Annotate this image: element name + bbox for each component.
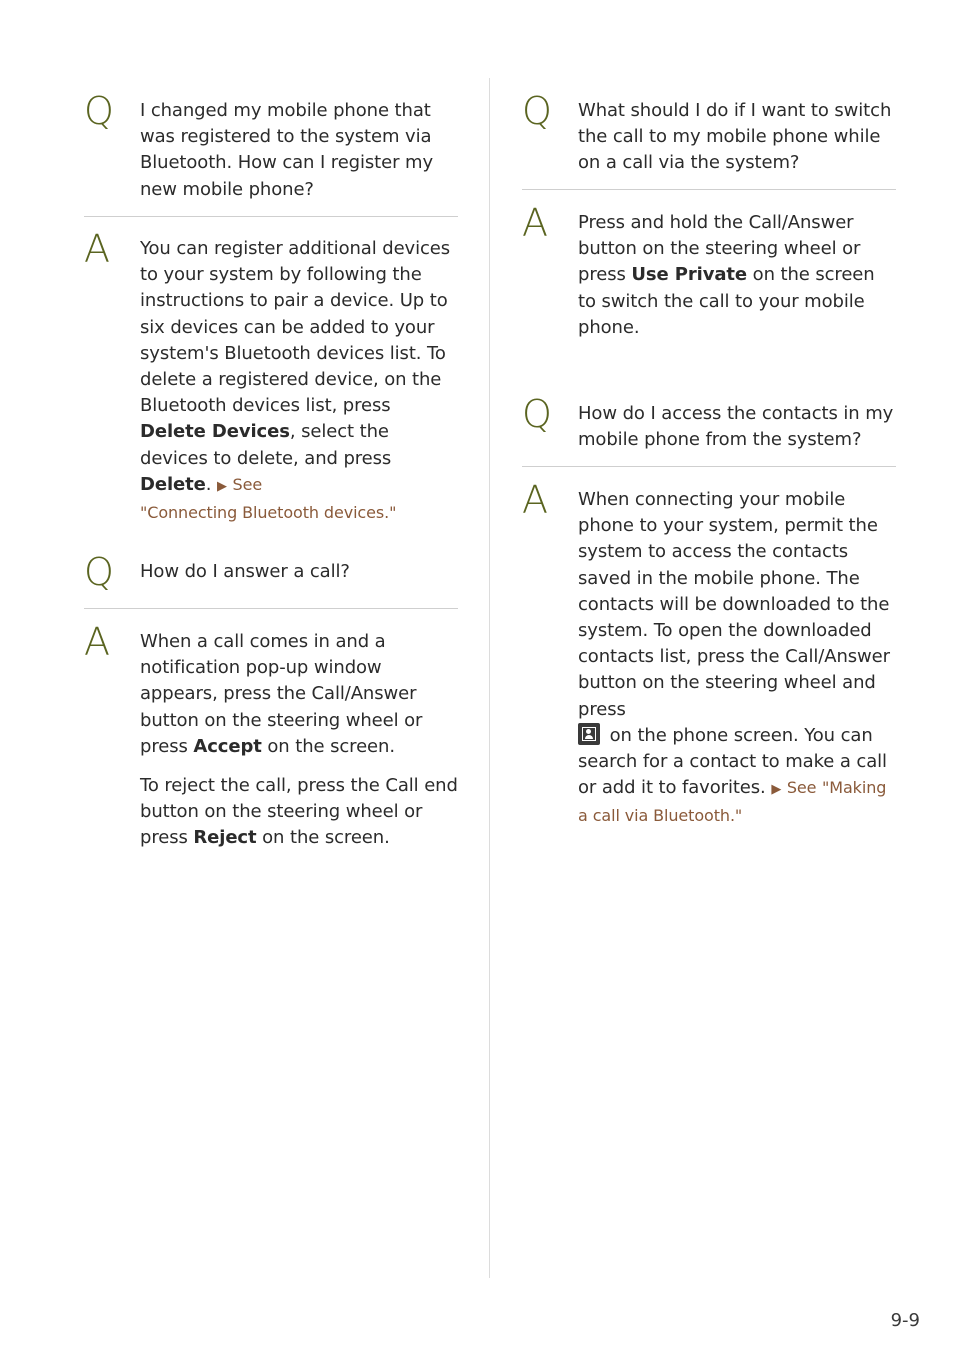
see-label: See — [786, 778, 817, 798]
answer-text-part: on the phone screen. You can search for a contact to make a call or add it to favorites. — [578, 724, 887, 799]
question-text: I changed my mobile phone that was registered to the system via Bluetooth. How can I register my new mobile phone? — [140, 100, 434, 200]
page-number: 9-9 — [890, 1310, 920, 1331]
answer-text-part: Press and hold the Call/Answer button on the steering wheel or press — [578, 212, 861, 286]
delete-label: Delete — [140, 473, 206, 495]
answer-access-contacts — [522, 478, 896, 830]
answer-text — [578, 210, 896, 341]
answer-text-part: , select the devices to delete, and press — [140, 421, 392, 469]
answer-answer-call — [84, 620, 458, 852]
cross-reference-link[interactable]: "Connecting Bluetooth devices." — [140, 503, 397, 523]
column-divider — [489, 78, 490, 1278]
qa-rule — [522, 466, 896, 467]
answer-text-part: To reject the call, press the Call end button on the steering wheel or press — [140, 775, 458, 849]
answer-text-part: You can register additional devices to your system by following the instructions to pair a device. Up to six devices can be added to your system's Bluetooth devices list. To delete a registered device, on the Bluetooth devices list, press — [140, 238, 451, 417]
answer-register-new-phone — [84, 227, 458, 526]
arrow-icon: ▶ — [771, 782, 782, 798]
answer-text-part: on the screen. — [256, 827, 390, 849]
accept-label: Accept — [193, 735, 262, 757]
reject-label: Reject — [193, 827, 257, 849]
qa-rule — [84, 216, 458, 217]
use-private-label: Use Private — [631, 264, 748, 286]
question-access-contacts — [522, 392, 896, 453]
answer-switch-call — [522, 201, 896, 341]
question-text: How do I access the contacts in my mobile phone from the system? — [578, 403, 894, 451]
cross-reference-link[interactable]: "Making a call via Bluetooth." — [578, 778, 887, 826]
question-text: How do I answer a call? — [140, 561, 350, 582]
answer-text-part: . — [205, 473, 212, 495]
answer-text — [140, 236, 458, 526]
answer-text-part: on the screen to switch the call to your mobile phone. — [578, 264, 875, 338]
answer-text-reject — [140, 773, 458, 852]
question-register-new-phone — [84, 89, 458, 203]
answer-text — [578, 487, 896, 830]
question-switch-call — [522, 89, 896, 177]
qa-rule — [522, 189, 896, 190]
contacts-icon — [578, 723, 600, 745]
question-marker: Q — [522, 392, 552, 436]
qa-rule — [84, 608, 458, 609]
answer-marker: A — [84, 620, 110, 664]
answer-text-part: When connecting your mobile phone to your system, permit the system to access the contacts saved in the mobile phone. The contacts will be downloaded to the system. To open the downloaded contacts list, press the Call/Answer button on the steering wheel and press — [578, 489, 890, 720]
answer-marker: A — [522, 478, 548, 522]
question-marker: Q — [522, 89, 552, 133]
question-answer-call — [84, 550, 458, 594]
see-label: See — [232, 474, 263, 494]
question-marker: Q — [84, 550, 114, 594]
arrow-icon: ▶ — [217, 478, 227, 494]
answer-text-part: When a call comes in and a notification pop-up window appears, press the Call/Answer button on the steering wheel or press — [140, 631, 423, 757]
delete-devices-label: Delete Devices — [140, 421, 290, 443]
answer-marker: A — [84, 227, 110, 271]
answer-text — [140, 629, 458, 760]
answer-text-part: on the screen. — [261, 735, 395, 757]
answer-marker: A — [522, 201, 548, 245]
question-marker: Q — [84, 89, 114, 133]
question-text: What should I do if I want to switch the call to my mobile phone while on a call via the system? — [578, 100, 892, 174]
